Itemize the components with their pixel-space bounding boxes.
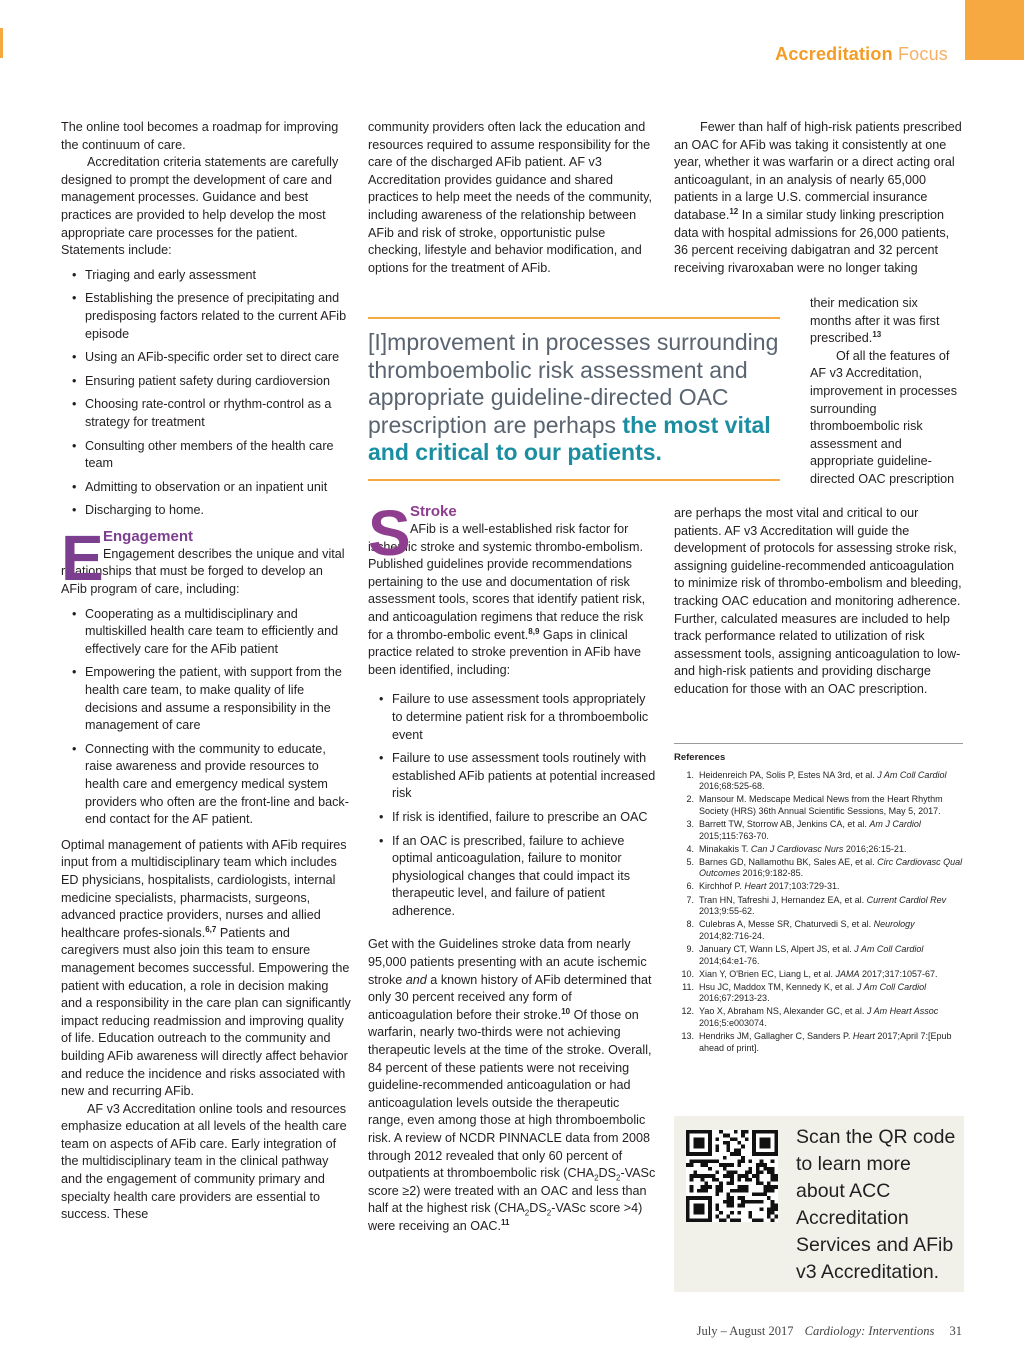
paragraph: are perhaps the most vital and critical to our patients. AF v3 Accreditation will guide the development of protocols for assessing stroke risk, assigning guideline-recommended anticoagulation to minimize risk of thrombo-embolism and bleeding, tracking OAC education and monitoring adherence. Further, calculated measures are included to help track performance related to utilization of risk assessment tools, assigning anticoagulation to low- and high-risk patients and providing discharge education for those with an OAC prescription. bbox=[674, 506, 962, 696]
list-item: • Ensuring patient safety during cardioversion bbox=[61, 373, 351, 391]
subscript: 2 bbox=[524, 1208, 530, 1218]
list-item: • If risk is identified, failure to prescribe an OAC bbox=[368, 809, 658, 827]
reference-number: 10. bbox=[681, 968, 694, 979]
column-1 bbox=[61, 119, 351, 1224]
reference-item bbox=[674, 857, 963, 880]
reference-authors: Hendriks JM, Gallagher C, Sanders P. bbox=[699, 1031, 853, 1042]
text-run: Get with the Guidelines stroke data from nearly 95,000 patients presenting with an acute ischemic stroke bbox=[368, 937, 647, 987]
gaps-list bbox=[368, 691, 658, 920]
reference-citation: 2017;103:729-31. bbox=[766, 881, 840, 892]
paragraph bbox=[368, 521, 658, 679]
reference-journal: J Am Coll Cardiol bbox=[854, 943, 924, 954]
citation: 12 bbox=[729, 206, 739, 216]
list-item: • Choosing rate-control or rhythm-control as a strategy for treatment bbox=[61, 396, 351, 431]
paragraph bbox=[674, 119, 964, 277]
paragraph bbox=[810, 295, 960, 348]
reference-number: 5. bbox=[686, 856, 694, 867]
edge-tab bbox=[0, 28, 3, 58]
list-item: • Admitting to observation or an inpatient unit bbox=[61, 479, 351, 497]
text-run: DS bbox=[598, 1166, 617, 1181]
section-header bbox=[775, 44, 948, 65]
reference-number: 7. bbox=[686, 894, 694, 905]
footer-journal: Cardiology: Interventions bbox=[804, 1324, 935, 1338]
criteria-list bbox=[61, 267, 351, 520]
list-item: • Cooperating as a multidisciplinary and multiskilled health care team to efficiently and effectively care for the AFib patient bbox=[61, 606, 351, 659]
reference-item bbox=[674, 1031, 963, 1054]
list-item: • Failure to use assessment tools appropriately to determine patient risk for a thromboembolic event bbox=[368, 691, 658, 744]
reference-item bbox=[674, 969, 963, 981]
reference-number: 12. bbox=[681, 1006, 694, 1017]
text-run: and bbox=[405, 972, 427, 987]
reference-item bbox=[674, 770, 963, 793]
reference-journal: Am J Cardiol bbox=[869, 818, 921, 829]
text-run: Patients and caregivers must also join this team to ensure management becomes successful. Empowering the patient with education, a role in decision making and a responsibility in the care plan can significantly impact reducing readmission and improving quality of life. Education outreach to the community and building AFib awareness will directly affect behavior and reduce the incidence and risks associated with new and recurring AFib. bbox=[61, 925, 351, 1099]
reference-citation: 2016;68:525-68. bbox=[699, 781, 765, 792]
stroke-heading bbox=[368, 497, 658, 679]
text-run: DS bbox=[529, 1201, 547, 1216]
reference-journal: Heart bbox=[852, 1031, 875, 1042]
reference-citation: 2014;64:e1-76. bbox=[699, 955, 760, 966]
drop-cap: E bbox=[61, 521, 104, 594]
reference-journal: J Am Heart Assoc bbox=[866, 1006, 939, 1017]
reference-authors: Hsu JC, Maddox TM, Kennedy K, et al. bbox=[699, 981, 857, 992]
subscript: 2 bbox=[616, 1173, 621, 1183]
column-3 bbox=[674, 119, 964, 277]
reference-citation: 2016;26:15-21. bbox=[843, 843, 907, 854]
text-run: [I]mprovement in processes surrounding thromboembolic risk assessment and appropriate guideline-directed OAC prescription are perhaps bbox=[368, 329, 779, 438]
reference-item bbox=[674, 1006, 963, 1029]
reference-authors: Kirchhof P. bbox=[699, 881, 745, 892]
page-number: 31 bbox=[949, 1324, 962, 1338]
list-item: • Using an AFib-specific order set to direct care bbox=[61, 349, 351, 367]
text-run: -VASc score ≥2) were treated with an OAC and less than half at the highest risk (CHA bbox=[368, 1166, 656, 1216]
paragraph: The online tool becomes a roadmap for improving the continuum of care. bbox=[61, 120, 339, 152]
reference-citation: 2015;115:763-70. bbox=[699, 830, 769, 841]
reference-citation: 2016;67:2913-23. bbox=[699, 993, 770, 1004]
section-title: Engagement bbox=[103, 527, 194, 545]
paragraph bbox=[368, 936, 658, 1235]
reference-journal: Heart bbox=[744, 881, 767, 892]
reference-authors: Heidenreich PA, Solis P, Estes NA 3rd, et al. bbox=[699, 769, 878, 780]
reference-item bbox=[674, 895, 963, 918]
reference-citation: 2016;5:e003074. bbox=[699, 1017, 767, 1028]
qr-callout bbox=[674, 1116, 964, 1292]
paragraph: Engagement describes the unique and vital relationships that must be forged to develop an AFib program of care, including: bbox=[61, 546, 345, 597]
engagement-list bbox=[61, 606, 351, 829]
reference-authors: Yao X, Abraham NS, Alexander GC, et al. bbox=[699, 1006, 867, 1017]
paragraph bbox=[61, 837, 351, 1101]
reference-citation: 2014;82:716-24. bbox=[699, 930, 765, 941]
reference-number: 4. bbox=[686, 843, 694, 854]
reference-item bbox=[674, 844, 963, 856]
stroke-section bbox=[368, 497, 658, 1236]
engagement-section bbox=[61, 521, 351, 599]
paragraph: Of all the features of AF v3 Accreditation, improvement in processes surrounding thromboembolic risk assessment and appropriate guideline-directed OAC prescription bbox=[810, 348, 957, 486]
reference-authors: Mansour M. Medscape Medical News from the Heart Rhythm Society (HRS) 36th Annual Scientific Sessions, May 5, 2017. bbox=[699, 794, 943, 816]
reference-number: 13. bbox=[681, 1031, 694, 1042]
text-run: Optimal management of patients with AFib requires input from a multidisciplinary team which includes ED physicians, hospitalists, cardiologists, internal medicine specialists, pharmacists, surgeons, advanced practice providers, nurses and allied healthcare profes-sionals. bbox=[61, 837, 347, 940]
reference-citation: 2013;9:55-62. bbox=[699, 906, 755, 917]
citation: 10 bbox=[561, 1006, 571, 1016]
drop-cap: S bbox=[368, 497, 411, 569]
reference-authors: Minakakis T. bbox=[699, 843, 751, 854]
list-item: • Connecting with the community to educate, raise awareness and provide resources to health care and emergency medical system providers who often are the front-line and back-end contact for the AF patient. bbox=[61, 741, 351, 829]
citation: 6,7 bbox=[205, 924, 217, 934]
reference-citation: 2016;9:182-85. bbox=[740, 868, 804, 879]
reference-journal: JAMA bbox=[835, 968, 860, 979]
qr-callout-text: Scan the QR code to learn more about ACC Accreditation Services and AFib v3 Accreditation. bbox=[796, 1126, 956, 1283]
text-run: a known history of AFib determined that only 30 percent received any form of anticoagulation before their stroke. bbox=[368, 972, 652, 1022]
header-word-1: Accreditation bbox=[775, 44, 893, 64]
text-run: Of those on warfarin, nearly two-thirds were not achieving therapeutic levels at the time of the stroke. Overall, 84 percent of these patients were not receiving guideline-recommended anticoagulation or had anticoagulation levels outside the therapeutic range, even among those at high thromboembolic risk. A review of NCDR PINNACLE data from 2008 through 2012 revealed that only 60 percent of outpatients at thromboembolic risk (CHA bbox=[368, 1007, 652, 1181]
reference-journal: Neurology bbox=[873, 919, 915, 930]
reference-authors: Barnes GD, Nallamothu BK, Sales AE, et al. bbox=[699, 856, 878, 867]
citation: 8,9 bbox=[528, 626, 540, 636]
reference-journal: J Am Coll Cardiol bbox=[877, 769, 947, 780]
header-word-2: Focus bbox=[897, 44, 948, 64]
text-run: -VASc score >4) were receiving an OAC. bbox=[368, 1201, 643, 1233]
reference-authors: Barrett TW, Storrow AB, Jenkins CA, et al. bbox=[699, 818, 870, 829]
reference-authors: Tran HN, Tafreshi J, Hernandez EA, et al. bbox=[699, 894, 867, 905]
citation: 11 bbox=[501, 1217, 510, 1227]
text-run: AFib is a well-established risk factor for ischemic stroke and systemic thrombo-embolism. Published guidelines provide recommendations pertaining to the use and documentation of risk assessment tools, scores that identify patient risk, and anticoagulation regimens that reduce the risk for a thrombo-embolic event. bbox=[368, 522, 646, 642]
text-run: In a similar study linking prescription data with hospital admissions for 26,000 patients, 36 percent receiving dabigatran and 32 percent receiving rivaroxaban were no longer taking bbox=[674, 207, 950, 275]
list-item: • Establishing the presence of precipitating and predisposing factors related to the current AFib episode bbox=[61, 290, 351, 343]
list-item: • Consulting other members of the health care team bbox=[61, 438, 351, 473]
reference-item bbox=[674, 944, 963, 967]
page-footer bbox=[697, 1324, 962, 1339]
section-title: Stroke bbox=[410, 503, 457, 520]
reference-item bbox=[674, 982, 963, 1005]
paragraph: Accreditation criteria statements are carefully designed to prompt the development of care and management processes. Guidance and best practices are provided to help develop the most appropriate care processes for the patient. Statements include: bbox=[61, 155, 339, 258]
reference-item bbox=[674, 819, 963, 842]
text-run: their medication six months after it was first prescribed. bbox=[810, 296, 940, 346]
column-2 bbox=[368, 119, 658, 277]
reference-journal: J Am Coll Cardiol bbox=[856, 981, 927, 992]
reference-authors: January CT, Wann LS, Alpert JS, et al. bbox=[699, 943, 855, 954]
reference-citation: 2017;April 7:[Epub ahead of print]. bbox=[699, 1031, 952, 1053]
reference-number: 1. bbox=[686, 769, 694, 780]
reference-number: 9. bbox=[686, 943, 694, 954]
list-item: • If an OAC is prescribed, failure to achieve optimal anticoagulation, failure to monitor physiological changes that could impact its therapeutic level, and failure of patient adherence. bbox=[368, 833, 658, 921]
pull-quote-text bbox=[368, 329, 780, 467]
reference-number: 3. bbox=[686, 818, 694, 829]
footer-date: July – August 2017 bbox=[696, 1324, 794, 1338]
pull-quote bbox=[368, 317, 780, 481]
list-item: • Empowering the patient, with support from the health care team, to make quality of life decisions and assume a responsibility in the management of care bbox=[61, 664, 351, 734]
reference-authors: Culebras A, Messe SR, Chaturvedi S, et al. bbox=[699, 919, 874, 930]
list-item: • Failure to use assessment tools routinely with established AFib patients at potential increased risk bbox=[368, 750, 658, 803]
text-run: Gaps in clinical practice related to stroke prevention in AFib have been identified, including: bbox=[368, 627, 642, 677]
corner-tab bbox=[965, 0, 1024, 60]
references-list bbox=[674, 770, 963, 1055]
paragraph: AF v3 Accreditation online tools and resources emphasize education at all levels of the health care team on aspects of AFib care. Early integration of the multidisciplinary team in the clinical pathway and the engagement of community primary and specialty health care providers are essential to success. These bbox=[61, 1101, 347, 1222]
reference-number: 8. bbox=[686, 919, 694, 930]
column-3-lower bbox=[674, 505, 964, 699]
qr-code-icon[interactable] bbox=[686, 1130, 778, 1222]
reference-item bbox=[674, 794, 963, 817]
reference-citation: 2017;317:1057-67. bbox=[859, 968, 938, 979]
reference-number: 11. bbox=[682, 981, 694, 992]
references-title: References bbox=[674, 752, 726, 763]
column-3-wrap bbox=[810, 295, 960, 489]
reference-number: 2. bbox=[686, 794, 694, 805]
pull-quote-emphasis: the most vital and critical to our patients. bbox=[368, 411, 771, 465]
reference-journal: Circ Cardiovasc Qual Outcomes bbox=[699, 856, 963, 879]
reference-authors: Xian Y, O'Brien EC, Liang L, et al. bbox=[699, 968, 836, 979]
citation: 13 bbox=[872, 330, 882, 339]
list-item: • Triaging and early assessment bbox=[61, 267, 351, 285]
reference-journal: Current Cardiol Rev bbox=[866, 894, 947, 905]
reference-journal: Can J Cardiovasc Nurs bbox=[750, 843, 844, 854]
subscript: 2 bbox=[546, 1208, 552, 1218]
reference-item bbox=[674, 919, 963, 942]
paragraph: community providers often lack the education and resources required to assume responsibility for the care of the discharged AFib patient. AF v3 Accreditation provides guidance and shared practices to help meet the needs of the community, including awareness of the relationship between AFib and risk of stroke, opportunistic pulse checking, lifestyle and behavior modification, and options for the treatment of AFib. bbox=[368, 120, 652, 275]
reference-number: 6. bbox=[686, 881, 694, 892]
subscript: 2 bbox=[594, 1173, 599, 1183]
text-run: Fewer than half of high-risk patients prescribed an OAC for AFib was taking it consistently at one year, whether it was warfarin or a direct acting oral anticoagulant, in an analysis of nearly 65,000 patients in a large U.S. commercial insurance database. bbox=[674, 120, 962, 222]
reference-item bbox=[674, 881, 963, 893]
references bbox=[674, 743, 963, 1056]
list-item: • Discharging to home. bbox=[61, 502, 351, 520]
